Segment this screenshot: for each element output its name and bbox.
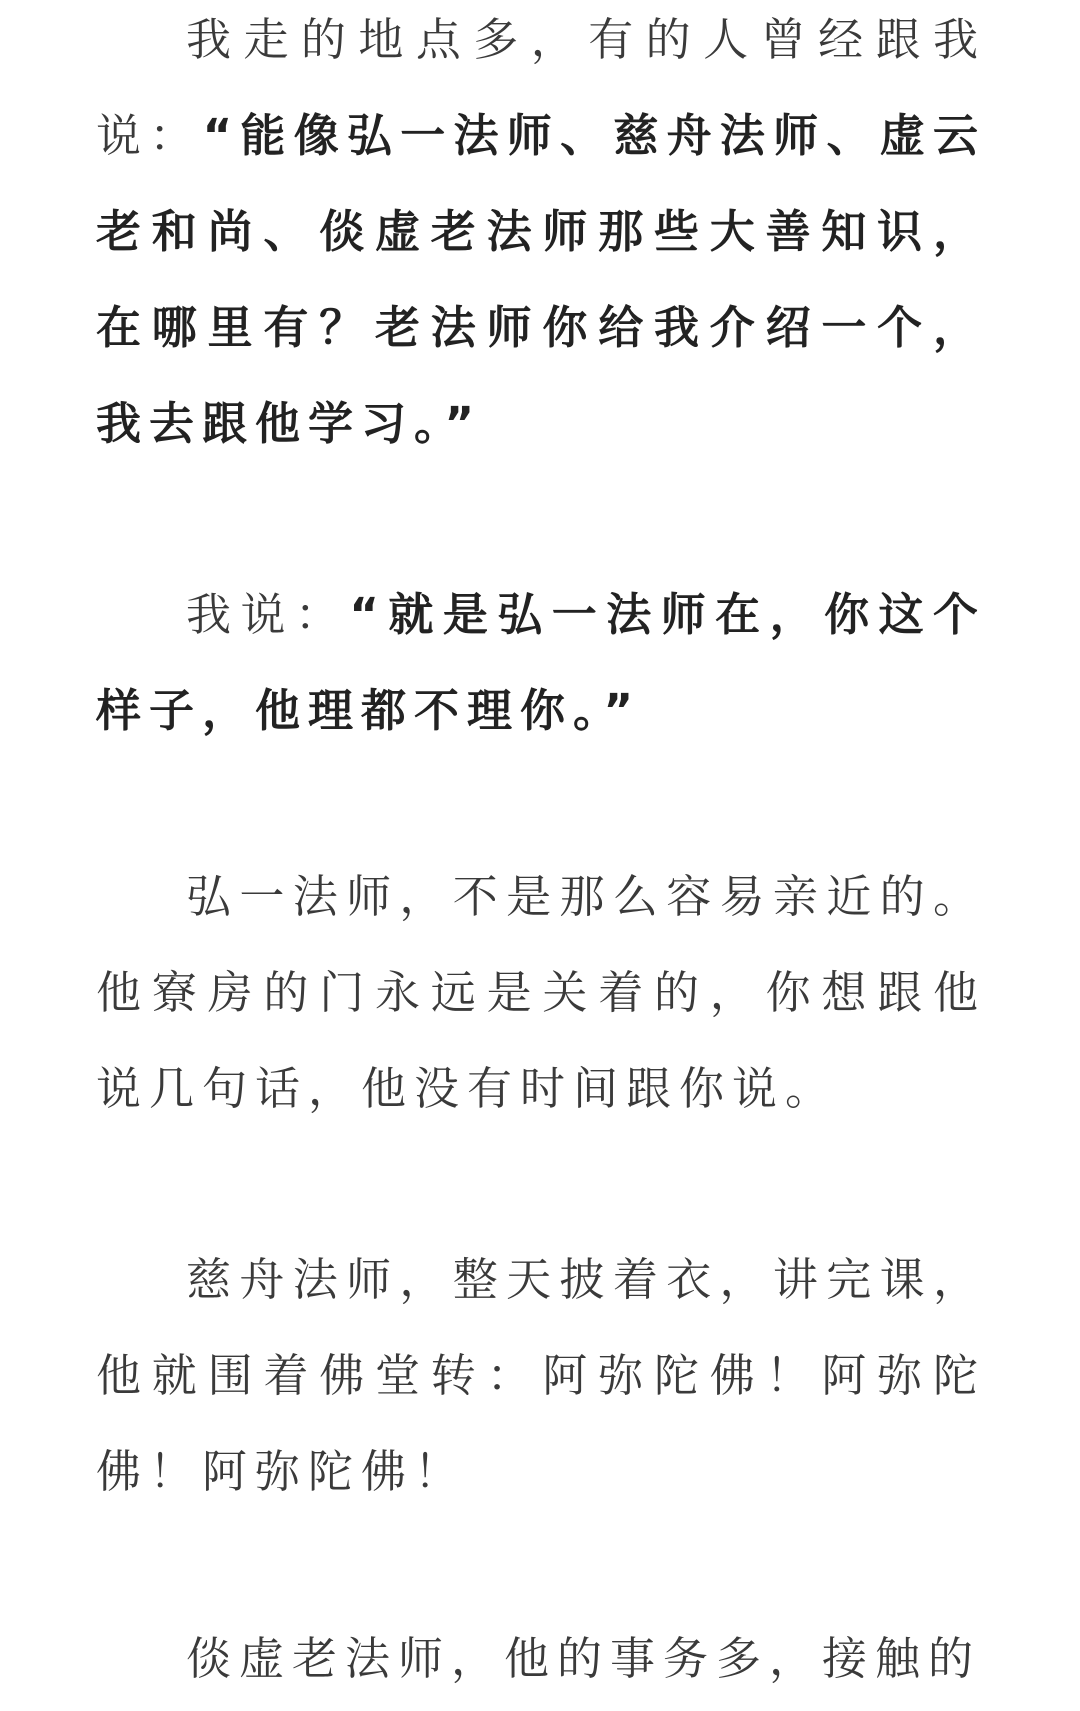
paragraph-5-text: 倓虚老法师，他的事务多，接触的	[186, 1632, 982, 1685]
paragraph-1-quote: “能像弘一法师、慈舟法师、虚云老和尚、倓虚老法师那些大善知识，在哪里有？老法师你给我介绍一个，我去跟他学习。”	[96, 109, 986, 450]
paragraph-3	[96, 849, 986, 1137]
paragraph-4	[96, 1232, 986, 1520]
paragraph-3-text: 弘一法师，不是那么容易亲近的。他寮房的门永远是关着的，你想跟他说几句话，他没有时间跟你说。	[96, 870, 986, 1115]
paragraph-5	[96, 1611, 986, 1707]
paragraph-2-quote: “就是弘一法师在，你这个样子，他理都不理你。”	[96, 588, 986, 737]
paragraph-1-text: 我走的地点多，有的人曾经跟我说：	[96, 13, 986, 162]
paragraph-1	[96, 0, 986, 472]
paragraph-2	[96, 567, 986, 759]
paragraph-2-text: 我说：	[186, 588, 350, 641]
paragraph-4-text: 慈舟法师，整天披着衣，讲完课，他就围着佛堂转：阿弥陀佛！阿弥陀佛！阿弥陀佛！	[96, 1253, 986, 1498]
